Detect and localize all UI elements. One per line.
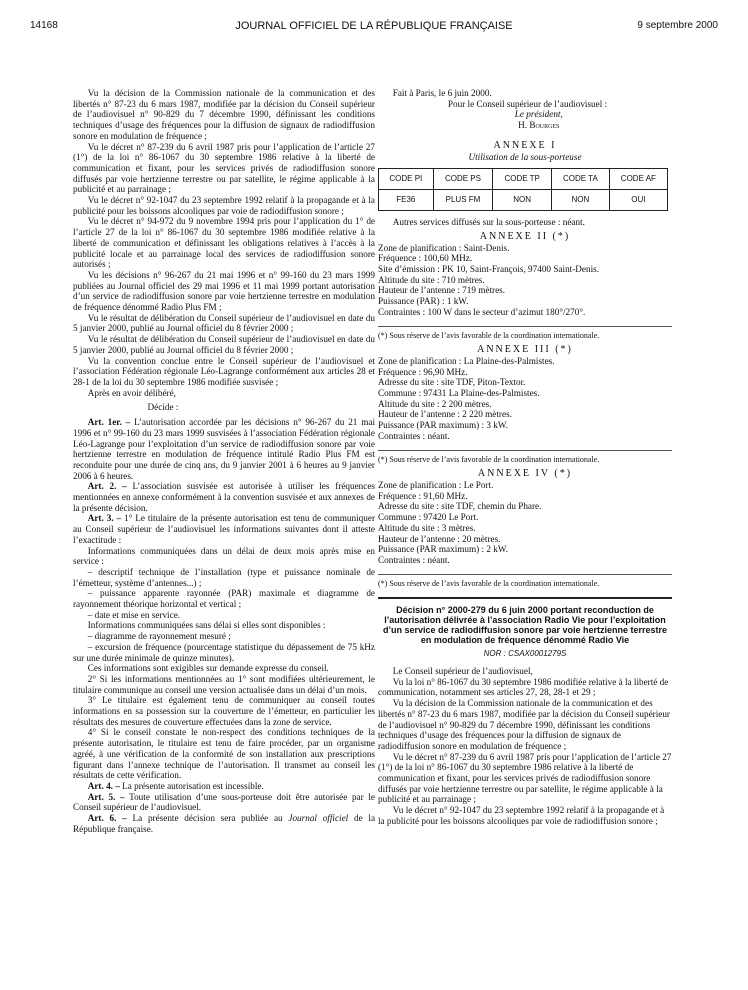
table-header-cell: CODE PI: [379, 169, 434, 190]
annex-line: Fréquence : 96,90 MHz.: [378, 366, 468, 377]
annexe-1-subtitle: Utilisation de la sous-porteuse: [468, 151, 582, 162]
article-1: [73, 417, 375, 481]
annex-line: Commune : 97420 Le Port.: [378, 512, 479, 523]
decision-paragraph: Vu le décret n° 92-1047 du 23 septembre 1992 relatif à la propagande et à la publicité pour les boissons alcooliques par voie de radiodiffusion sonore ;: [378, 805, 665, 826]
right-column: [378, 88, 672, 827]
table-header-cell: CODE TA: [552, 169, 610, 190]
visa-paragraph: Vu les décisions n° 96-267 du 21 mai 1996 et n° 99-160 du 23 mars 1999 publiées au Journal officiel des 29 mai 1996 et 11 mai 1999 portant autorisation d’un service de radiodiffusion sonore par voie hertzienne terrestre en modulation de fréquence dénommé Radio Plus FM ;: [73, 269, 375, 313]
annex-line: Altitude du site : 2 200 mètres.: [378, 398, 492, 409]
subcarrier-table: [378, 168, 668, 211]
article-label: Art. 3. –: [87, 513, 122, 524]
list-item: – descriptif technique de l’installation (type et puissance nominale de l’émetteur, système d’antennes...) ;: [73, 566, 375, 588]
journal-ref: Journal officiel: [288, 813, 349, 824]
annex-footnote: (*) Sous réserve de l’avis favorable de la coordination internationale.: [378, 330, 600, 340]
annexe-2-title: ANNEXE II (*): [479, 230, 571, 242]
decision-paragraph: Vu le décret n° 87-239 du 6 avril 1987 pris pour l’application de l’article 27 (1°) de la loi n° 86-1067 du 30 septembre 1986 relative à la liberté de communication et fixant, pour les services privés de radiodiffusion sonore diffusés par voie hertzienne terrestre ou par satellite, le régime applicable à la publicité et au parrainage ;: [378, 751, 672, 805]
list-item: – date et mise en service.: [87, 609, 181, 620]
annex-footnote: (*) Sous réserve de l’avis favorable de la coordination internationale.: [378, 578, 600, 588]
annex-line: Contraintes : néant.: [378, 430, 450, 441]
decision-title: Décision n° 2000-279 du 6 juin 2000 portant reconduction de l’autorisation délivrée à l’association Radio Vie pour l’exploitation d’un service de radiodiffusion sonore par voie hertzienne terrestre en modulation de fréquence dénommé Radio Vie: [382, 605, 668, 646]
decision-paragraph: Vu la loi n° 86-1067 du 30 septembre 1986 modifiée relative à la liberté de communication, notamment ses articles 27, 28, 28-1 et 29 ;: [378, 676, 669, 698]
list-item: – puissance apparente rayonnée (PAR) maximale et diagramme de rayonnement théorique horizontal et vertical ;: [73, 588, 375, 610]
article-text: 1° Le titulaire de la présente autorisation est tenu de communiquer au Conseil supérieur de l’audiovisuel les informations suivantes dont il atteste l’exactitude :: [73, 513, 375, 545]
table-header-row: [379, 169, 668, 190]
visa-paragraph: Après en avoir délibéré,: [87, 387, 176, 398]
separator-rule: [378, 450, 672, 451]
annex-line: Fréquence : 100,60 MHz.: [378, 253, 473, 264]
article-4: [73, 781, 375, 792]
decision-paragraph: Le Conseil supérieur de l’audiovisuel,: [392, 666, 533, 677]
annex-line: Contraintes : néant.: [378, 554, 450, 565]
table-header-cell: CODE PS: [433, 169, 493, 190]
annex-line: Altitude du site : 3 mètres.: [378, 522, 476, 533]
page-number: 14168: [30, 20, 58, 31]
table-cell: NON: [552, 190, 610, 211]
paragraph-4: 4° Si le conseil constate le non-respect des conditions techniques de la présente autorisation, le titulaire est tenu de faire procéder, par un organisme agréé, à une vérification de la conformité de son installation aux prescriptions figurant dans l’annexe technique de l’autorisation. Il transmet au conseil les résultats de cette vérification.: [73, 727, 375, 781]
visa-paragraph: Vu la décision de la Commission nationale de la communication et des libertés n° 87-23 du 6 mars 1987, modifiée par la décision du Conseil supérieur de l’audiovisuel n° 90-829 du 7 décembre 1990, définissant les conditions techniques d’usage des fréquences pour la diffusion de signaux de radiodiffusion sonore en modulation de fréquence ;: [73, 88, 375, 141]
article-text: L’autorisation accordée par les décisions n° 96-267 du 21 mai 1996 et n° 99-160 du 23 mars 1999 susvisées à l’association Fédération régionale Léo-Lagrange pour l’exploitation d’un service de radiodiffusion sonore par voie hertzienne terrestre en modulation de fréquence intitulé Radio Plus FM est reconduite pour une durée de cinq ans, du 9 janvier 2001 à 6 heures au 9 janvier 2006 à 6 heures.: [73, 417, 375, 481]
annex-line: Puissance (PAR) : 1 kW.: [378, 296, 469, 307]
exigible-paragraph: Ces informations sont exigibles sur demande expresse du conseil.: [87, 663, 329, 674]
article-text: L’association susvisée est autorisée à utiliser les fréquences mentionnées en annexe conformément à la convention susvisée et aux annexes de la présente décision.: [73, 481, 375, 513]
article-label: Art. 5. –: [87, 791, 125, 802]
table-cell: NON: [493, 190, 552, 211]
article-text: La présente autorisation est incessible.: [122, 781, 264, 791]
article-text: de la République française.: [73, 813, 376, 834]
decide-heading: Décide :: [147, 402, 179, 413]
nor-reference: NOR : CSAX0001279S: [483, 649, 567, 659]
article-5: [73, 792, 375, 813]
annexe-3-title: ANNEXE III (*): [477, 344, 573, 356]
annex-line: Commune : 97431 La Plaine-des-Palmistes.: [378, 388, 540, 399]
fait-line: Fait à Paris, le 6 juin 2000.: [392, 88, 492, 98]
visa-paragraph: Vu la convention conclue entre le Conseil supérieur de l’audiovisuel et l’association Fédération régionale Léo-Lagrange conformément aux articles 28 et 28-1 de la loi du 30 septembre 1986 modifiée susvisée ;: [73, 355, 375, 387]
annex-line: Site d’émission : PK 10, Saint-François, 97400 Saint-Denis.: [378, 264, 600, 275]
annex-line: Hauteur de l’antenne : 719 mètres.: [378, 285, 506, 296]
other-services: Autres services diffusés sur la sous-porteuse : néant.: [392, 217, 585, 228]
visa-paragraph: Vu le résultat de délibération du Conseil supérieur de l’audiovisuel en date du 5 janvier 2000, publié au Journal officiel du 8 février 2000 ;: [73, 334, 375, 355]
article-label: Art. 2. –: [87, 481, 127, 492]
info-delay: Informations communiquées dans un délai de deux mois après mise en service :: [73, 545, 375, 567]
annex-line: Zone de planification : Le Port.: [378, 479, 494, 490]
article-6: [73, 813, 375, 834]
annex-line: Fréquence : 91,60 MHz.: [378, 490, 468, 501]
table-header-cell: CODE TP: [493, 169, 552, 190]
annex-line: Adresse du site : site TDF, Piton-Textor.: [378, 377, 526, 388]
signer-name: H. Bourges: [518, 120, 560, 131]
table-row: [379, 190, 668, 211]
decision-paragraph: Vu la décision de la Commission nationale de la communication et des libertés n° 87-23 du 6 mars 1987, modifiée par la décision du Conseil supérieur de l’audiovisuel n° 90-829 du 7 décembre 1990, définissant les conditions techniques d’usage des fréquences pour la diffusion de signaux de radiodiffusion sonore en modulation de fréquence ;: [378, 698, 670, 751]
article-label: Art. 4. –: [87, 781, 120, 791]
paragraph-2: 2° Si les informations mentionnées au 1° sont modifiées ultérieurement, le titulaire communique au conseil une version actualisée dans un délai d’un mois.: [73, 673, 375, 695]
visa-paragraph: Vu le résultat de délibération du Conseil supérieur de l’audiovisuel en date du 5 janvier 2000, publié au Journal officiel du 8 février 2000 ;: [73, 312, 375, 334]
info-no-delay: Informations communiquées sans délai si elles sont disponibles :: [87, 620, 326, 631]
annex-line: Altitude du site : 710 mètres.: [378, 274, 485, 285]
decision-separator: [378, 597, 672, 599]
list-item: – diagramme de rayonnement mesuré ;: [87, 631, 231, 642]
annex-footnote: (*) Sous réserve de l’avis favorable de la coordination internationale.: [378, 454, 600, 464]
article-text: Toute utilisation d’une sous-porteuse doit être autorisée par le Conseil supérieur de l’audiovisuel.: [73, 791, 375, 813]
table-cell: PLUS FM: [433, 190, 493, 211]
journal-title: JOURNAL OFFICIEL DE LA RÉPUBLIQUE FRANÇAISE: [235, 20, 513, 32]
table-cell: FE36: [379, 190, 434, 211]
annex-line: Hauteur de l’antenne : 2 220 mètres.: [378, 409, 512, 420]
issue-date: 9 septembre 2000: [637, 20, 718, 31]
list-item: – excursion de fréquence (pourcentage statistique du dépassement de 75 kHz sur une durée minimale de quinze minutes).: [73, 641, 375, 663]
president-line: Le président,: [514, 109, 563, 120]
annex-line: Zone de planification : La Plaine-des-Palmistes.: [378, 355, 555, 366]
visa-paragraph: Vu le décret n° 87-239 du 6 avril 1987 pris pour l’application de l’article 27 (1°) de la loi n° 86-1067 du 30 septembre 1986 relative à la liberté de communication et fixant, pour les services privés de radiodiffusion sonore diffusés par voie hertzienne terrestre ou par satellite, le régime applicable à la publicité et au parrainage ;: [73, 141, 375, 195]
page-header: [0, 20, 748, 44]
article-text: La présente décision sera publiée au: [132, 813, 283, 824]
annex-line: Puissance (PAR maximum) : 3 kW.: [378, 420, 508, 431]
visa-paragraph: Vu le décret n° 92-1047 du 23 septembre 1992 relatif à la propagande et à la publicité pour les boissons alcooliques par voie de radiodiffusion sonore ;: [73, 195, 375, 216]
annex-line: Contraintes : 100 W dans le secteur d’azimut 180°/270°.: [378, 306, 586, 317]
visa-paragraph: Vu le décret n° 94-972 du 9 novembre 1994 pris pour l’application du 1° de l’article 27 de la loi n° 86-1067 du 30 septembre 1986 modifiée relative à la liberté de communication et définissant les obligations relatives à l’accès à la publicité locale et au parrainage local des services de radiodiffusion sonore autorisés ;: [73, 216, 375, 270]
article-2: [73, 481, 375, 513]
pour-line: Pour le Conseil supérieur de l’audiovisuel :: [447, 98, 608, 109]
separator-rule: [378, 574, 672, 575]
annexe-1-title: ANNEXE I: [493, 139, 557, 151]
paragraph-3: 3° Le titulaire est également tenu de communiquer au conseil toutes informations en sa possession sur la couverture de l’émetteur, en particulier les résultats des mesures de couverture effectuées dans la zone de service.: [73, 695, 375, 727]
article-label: Art. 6. –: [87, 813, 127, 824]
table-header-cell: CODE AF: [609, 169, 667, 190]
annex-line: Zone de planification : Saint-Denis.: [378, 242, 510, 253]
separator-rule: [378, 326, 672, 327]
article-3: [73, 513, 375, 545]
table-cell: OUI: [609, 190, 667, 211]
annex-line: Puissance (PAR maximum) : 2 kW.: [378, 544, 508, 555]
annex-line: Hauteur de l’antenne : 20 mètres.: [378, 533, 501, 544]
left-column: [73, 88, 375, 835]
annex-line: Adresse du site : site TDF, chemin du Phare.: [378, 501, 542, 512]
article-label: Art. 1er. –: [87, 417, 131, 428]
annexe-4-title: ANNEXE IV (*): [477, 468, 573, 480]
